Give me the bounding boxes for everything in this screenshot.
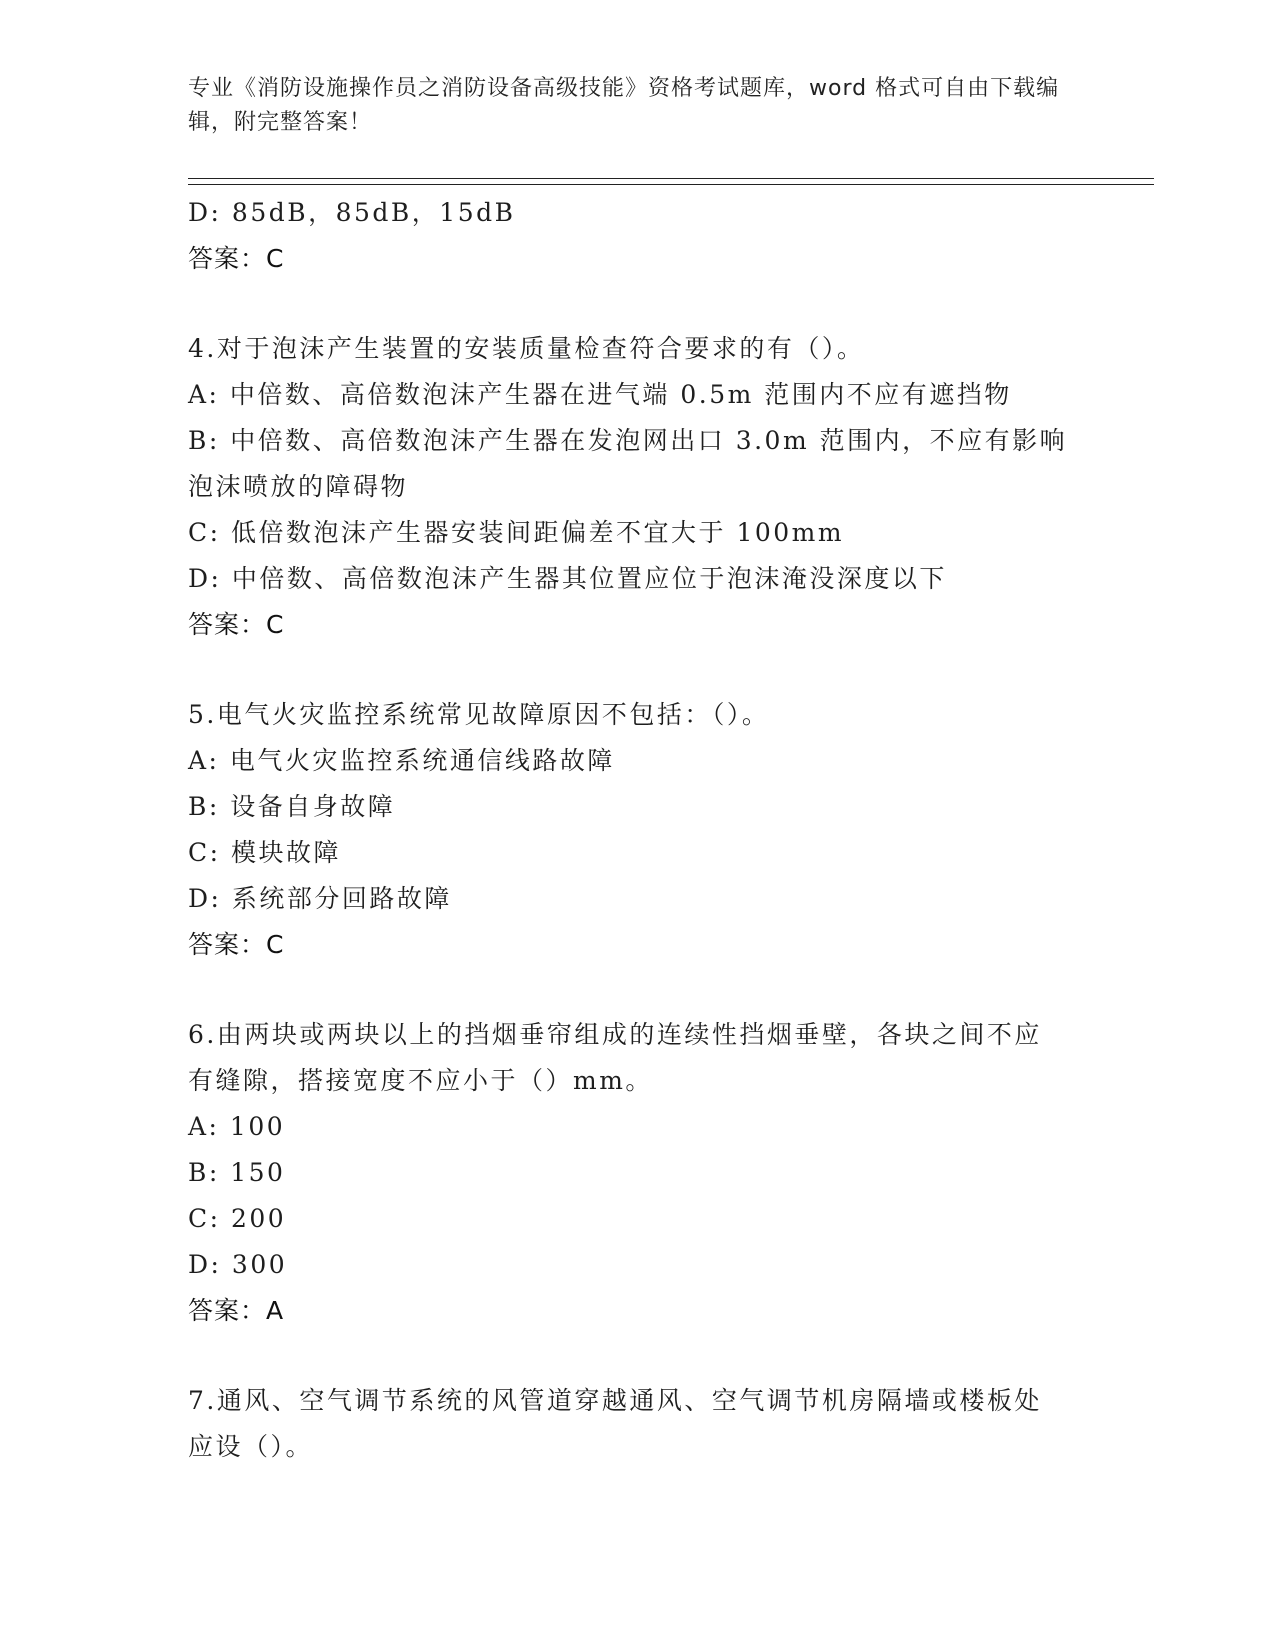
option-b: B: 设备自身故障 (188, 792, 396, 821)
question-text: 5.电气火灾监控系统常见故障原因不包括：（）。 (188, 700, 770, 729)
question-list (188, 190, 1088, 1470)
option-d: D: 系统部分回路故障 (188, 884, 452, 913)
question-5 (188, 692, 1088, 968)
document-header: 专业《消防设施操作员之消防设备高级技能》资格考试题库，word 格式可自由下载编辑，附完整答案！ (188, 76, 1060, 135)
question-4 (188, 326, 1088, 648)
header-divider-top (188, 178, 1154, 179)
option-c: C: 低倍数泡沫产生器安装间距偏差不宜大于 100mm (188, 518, 845, 547)
answer-line: 答案：A (188, 1296, 285, 1325)
option-d: D: 中倍数、高倍数泡沫产生器其位置应位于泡沫淹没深度以下 (188, 564, 947, 593)
option-a: A: 100 (188, 1112, 286, 1141)
option-a: A: 中倍数、高倍数泡沫产生器在进气端 0.5m 范围内不应有遮挡物 (188, 380, 1012, 409)
option-d: D: 85dB，85dB，15dB (188, 198, 516, 227)
header-divider-bottom (188, 184, 1154, 185)
option-d: D: 300 (188, 1250, 288, 1279)
option-b: B: 中倍数、高倍数泡沫产生器在发泡网出口 3.0m 范围内，不应有影响泡沫喷放的障碍物 (188, 426, 1068, 501)
question-6 (188, 1012, 1088, 1334)
question-text: 6.由两块或两块以上的挡烟垂帘组成的连续性挡烟垂壁，各块之间不应有缝隙，搭接宽度不应小于（）mm。 (188, 1020, 1042, 1095)
option-b: B: 150 (188, 1158, 286, 1187)
question-text: 7.通风、空气调节系统的风管道穿越通风、空气调节机房隔墙或楼板处应设（）。 (188, 1386, 1042, 1461)
question-7 (188, 1378, 1088, 1470)
option-c: C: 模块故障 (188, 838, 341, 867)
prev-question-tail (188, 190, 1088, 282)
question-text: 4.对于泡沫产生装置的安装质量检查符合要求的有（）。 (188, 334, 865, 363)
answer-line: 答案：C (188, 610, 285, 639)
option-a: A: 电气火灾监控系统通信线路故障 (188, 746, 615, 775)
answer-line: 答案：C (188, 930, 285, 959)
option-c: C: 200 (188, 1204, 287, 1233)
answer-line: 答案：C (188, 244, 285, 273)
